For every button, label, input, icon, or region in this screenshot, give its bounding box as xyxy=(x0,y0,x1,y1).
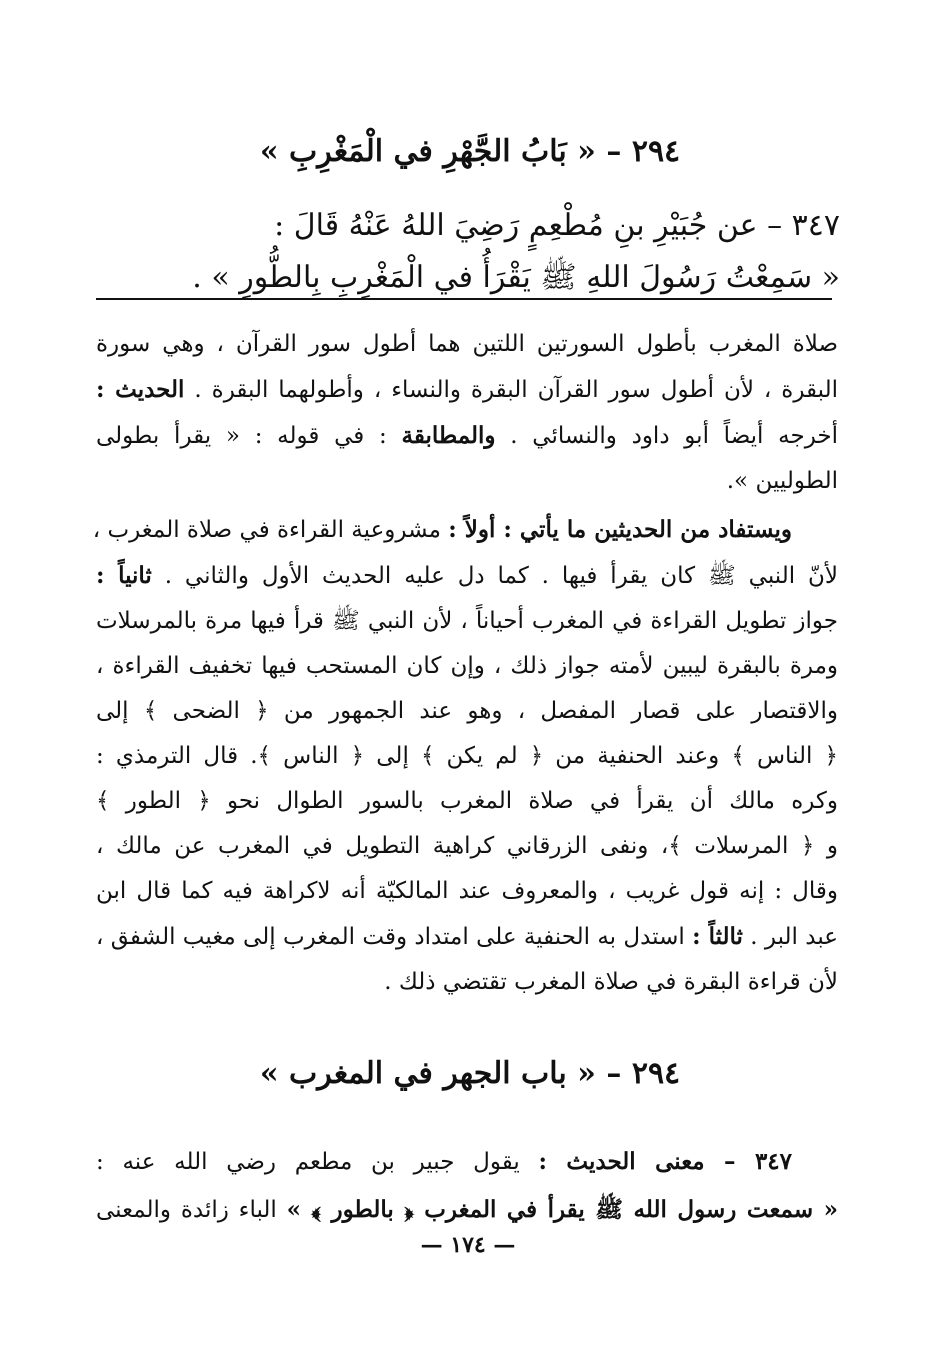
meaning-line: ٣٤٧ – معنى الحديث : يقول جبير بن مطعم رضي الله عنه : xyxy=(96,1148,792,1175)
label-mutabaqa: والمطابقة xyxy=(401,422,496,449)
benefits-line: و ﴿ المرسلات ﴾، ونفى الزرقاني كراهية التطويل في المغرب عن مالك ، xyxy=(96,833,838,859)
benefits-line: وقال : إنه قول غريب ، والمعروف عند المالكيّة أنه لاكراهة فيه كما قال ابن xyxy=(96,878,838,904)
benefits-line: وكره مالك أن يقرأ في صلاة المغرب بالسور الطوال نحو ﴿ الطور ﴾ xyxy=(96,788,838,814)
commentary-paragraph xyxy=(96,322,838,504)
benefits-lead: ويستفاد من الحديثين ما يأتي : أولاً : xyxy=(448,516,792,543)
benefits-paragraph xyxy=(92,507,838,1005)
benefits-line: لأنّ النبي ﷺ كان يقرأ فيها . كما دل عليه الحديث الأول والثاني . ثانياً : xyxy=(96,562,838,589)
benefits-line: عبد البر . ثالثاً : استدل به الحنفية على امتداد وقت المغرب إلى مغيب الشفق ، xyxy=(96,923,838,950)
commentary-line: أخرجه أيضاً أبو داود والنسائي . والمطابقة : في قوله : « يقرأ بطولى xyxy=(96,422,839,449)
benefits-line: لأن قراءة البقرة في صلاة المغرب تقتضي ذلك . xyxy=(384,969,838,995)
label-thalithan: ثالثاً : xyxy=(692,923,743,950)
hadith-line-1: ٣٤٧ – عن جُبَيْرِ بنِ مُطْعِمٍ رَضِيَ اللهُ عَنْهُ قَالَ : xyxy=(274,208,840,243)
label-hadith: الحديث : xyxy=(96,376,185,403)
commentary-line: صلاة المغرب بأطول السورتين اللتين هما أطول سور القرآن ، وهي سورة xyxy=(96,331,838,357)
commentary-line: الطوليين ». xyxy=(726,468,838,494)
benefits-line: جواز تطويل القراءة في المغرب أحياناً ، لأن النبي ﷺ قرأ فيها مرة بالمرسلات xyxy=(96,608,838,634)
hadith-line-2: « سَمِعْتُ رَسُولَ اللهِ ﷺ يَقْرَأُ في الْمَغْرِبِ بِالطُّورِ » . xyxy=(192,260,840,295)
benefits-line: ومرة بالبقرة ليبين لأمته جواز ذلك ، وإن كان المستحب فيها تخفيف القراءة ، xyxy=(96,653,838,679)
label-thaniyan: ثانياً : xyxy=(96,562,152,589)
hadith-text xyxy=(120,200,840,304)
section-title: ٢٩٤ – « بَابُ الجَّهْرِ في الْمَغْرِبِ » xyxy=(259,134,681,169)
section-title-2: ٢٩٤ – « باب الجهر في المغرب » xyxy=(259,1056,681,1091)
hadith-meaning xyxy=(96,1138,838,1234)
commentary-line: البقرة ، لأن أطول سور القرآن البقرة والنساء ، وأطولهما البقرة . الحديث : xyxy=(96,376,838,403)
benefits-line: والاقتصار على قصار المفصل ، وهو عند الجمهور من ﴿ الضحى ﴾ إلى xyxy=(96,698,838,724)
benefits-line: ﴿ الناس ﴾ وعند الحنفية من ﴿ لم يكن ﴾ إلى ﴿ الناس ﴾. قال الترمذي : xyxy=(96,743,838,769)
separator-rule xyxy=(96,298,832,300)
meaning-line: « سمعت رسول الله ﷺ يقرأ في المغرب ﴿ بالطور ﴾ » الباء زائدة والمعنى xyxy=(96,1196,839,1223)
benefits-line: ويستفاد من الحديثين ما يأتي : أولاً : مشروعية القراءة في صلاة المغرب ، xyxy=(92,516,792,543)
page-number: — ١٧٤ — xyxy=(420,1232,516,1258)
